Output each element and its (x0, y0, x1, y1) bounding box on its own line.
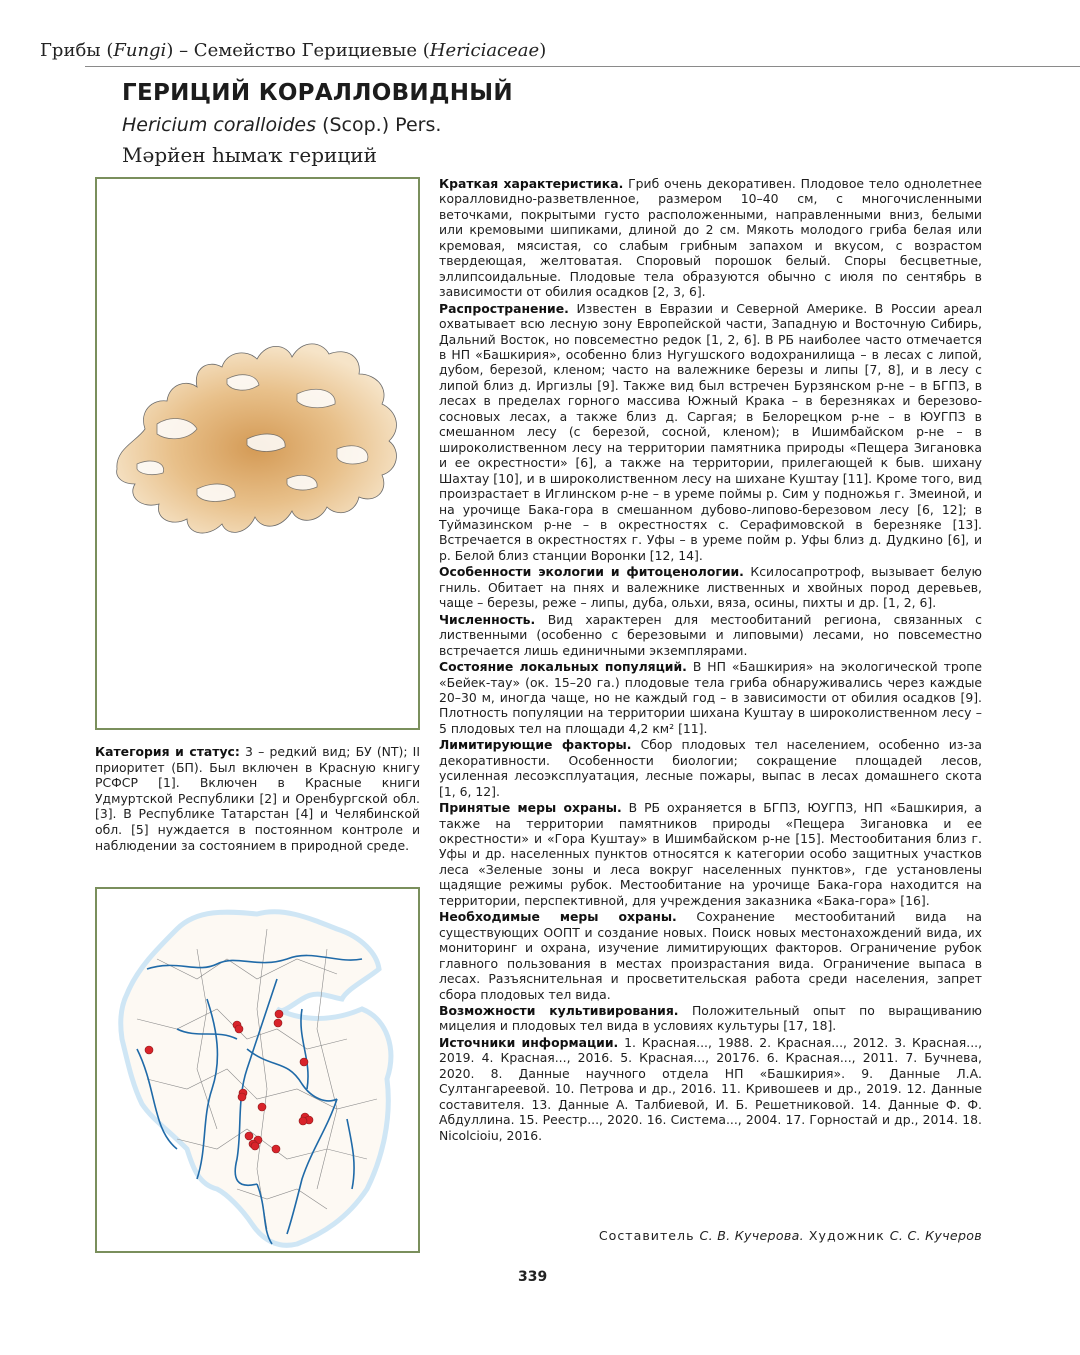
section-text: Сохранение местообитаний вида на существующих ООПТ и создание новых. Поиск новых местонахождений вида, их мониторинг и охрана, изучение лимитирующих факторов. Ограничение рубок главного пользования в местах произрастания вида. Ограничение выпаса в лесах. Разъяснительная и просветительская работа среди населения, запрет сбора плодовых тел вида. (439, 909, 982, 1002)
occurrence-point (251, 1142, 259, 1150)
running-head-text: ) (539, 40, 547, 61)
occurrence-point (245, 1132, 253, 1140)
section-brief-description (439, 176, 982, 300)
occurrence-point (238, 1093, 246, 1101)
occurrence-point (258, 1103, 266, 1111)
latin-binomial: Hericium coralloides (122, 114, 317, 136)
fungus-illustration (97, 179, 418, 728)
section-local-populations (439, 659, 982, 736)
section-protection-taken (439, 800, 982, 908)
species-description (439, 176, 982, 1144)
occurrence-point (299, 1117, 307, 1125)
distribution-map-frame (95, 887, 420, 1253)
distribution-map (97, 889, 418, 1251)
section-ecology (439, 564, 982, 610)
section-distribution (439, 301, 982, 564)
section-cultivation (439, 1003, 982, 1034)
section-heading: Краткая характеристика. (439, 176, 624, 191)
status-heading: Категория и статус: (95, 744, 240, 759)
artist-label: Художник (803, 1228, 890, 1243)
compiler-label: Составитель (598, 1228, 700, 1243)
occurrence-point (235, 1025, 243, 1033)
header-divider (85, 66, 1080, 67)
occurrence-point (274, 1019, 282, 1027)
fungus-body (117, 344, 397, 533)
latin-author: (Scop.) Pers. (316, 114, 442, 136)
occurrence-point (272, 1145, 280, 1153)
section-heading: Лимитирующие факторы. (439, 737, 632, 753)
section-heading: Принятые меры охраны. (439, 800, 622, 816)
section-text: Гриб очень декоративен. Плодовое тело однолетнее коралловидно-разветвленное, размером 10–40 см, с многочисленными веточками, покрытыми густо расположенными, направленными вниз, белыми или кремовыми шипиками, длиной до 2 см. Мякоть молодого гриба белая или кремовая, мясистая, со слабым грибным запахом и вкусом, с возрастом твердеющая, желтоватая. Споровый порошок белый. Споры бесцветные, эллипсоидальные. Плодовые тела образуются обычно с июля по сентябрь в зависимости от обилия осадков [2, 3, 6]. (439, 176, 982, 300)
section-heading: Особенности экологии и фитоценологии. (439, 564, 744, 580)
illustration-frame (95, 177, 420, 730)
occurrence-point (275, 1010, 283, 1018)
page-number: 339 (518, 1269, 548, 1285)
species-bashkir-name: Мәрйен һымаҡ гериций (122, 143, 377, 167)
section-heading: Источники информации. (439, 1034, 619, 1050)
artist-name: С. С. Кучеров (889, 1228, 982, 1243)
section-sources (439, 1035, 982, 1143)
compiler-name: С. В. Кучерова. (699, 1228, 804, 1243)
running-head-text: ) – Семейство Герициевые ( (166, 40, 430, 61)
section-protection-needed (439, 909, 982, 1002)
occurrence-point (145, 1046, 153, 1054)
section-limiting-factors (439, 737, 982, 799)
section-heading: Численность. (439, 611, 536, 627)
section-heading: Распространение. (439, 300, 569, 316)
species-title: ГЕРИЦИЙ КОРАЛЛОВИДНЫЙ (122, 80, 513, 106)
running-head-text: Грибы ( (40, 40, 114, 61)
running-head-kingdom: Fungi (113, 40, 167, 61)
section-heading: Необходимые меры охраны. (439, 909, 677, 925)
section-heading: Возможности культивирования. (439, 1003, 679, 1019)
category-status (95, 744, 420, 853)
section-text: В РБ охраняется в БГПЗ, ЮУГПЗ, НП «Башкирия, а также на территории памятников природы «Пещера Зигановка и ее окрестности» и «Гора Куштау» в Ишимбайском р-не [15]. Местообитания близ г. Уфы и др. населенных пунктов относятся к категории особо защитных участков леса «Зеленые зоны и леса вокруг населенных пунктов», где установлены щадящие режимы рубок. Местообитание на урочище Бака-гора находится на территории, перспективной, для учреждения заказника «Бака-гора» [16]. (439, 800, 982, 908)
running-head-family: Hericiaceae (429, 40, 540, 61)
section-text: Известен в Евразии и Северной Америке. В России ареал охватывает всю лесную зону Европейской части, Западную и Восточную Сибирь, Дальний Восток, но повсеместно редок [1, 2, 6]. В РБ наиболее часто отмечается в НП «Башкирия», особенно близ Нугушского водохранилища – в лесах с липой, дубом, березой, кленом; часто на валежнике березы и липы [7, 8], и в лесу с липой близ д. Иргизлы [9]. Также вид был встречен Бурзянском р-не – в БГПЗ, в лесах в пределах горного массива Южный Крака – в березняках и березово-сосновых лесах, а также близ д. Саргая; в Белорецком р-не – в ЮУГПЗ в смешанном лесу (с березой, сосной, кленом); в Ишимбайском р-не – в широколиственном лесу на территории памятника природы «Пещера Зигановка и ее окрестности» [6], а также на территории, прилегающей к быв. шихану Шахтау [10], и в широколиственном лесу на шихане Куштау [11]. Кроме того, вид произрастает в Иглинском р-не – в уреме поймы р. Сим у подножья г. Змеиной, и на урочище Бака-гора в смешанном дубово-липово-березовом лесу [6, 12]; в Туймазинском р-не – в окрестностях с. Серафимовской в березняке [13]. Встречается в окрестностях г. Уфы – в уреме пойм р. Уфы близ д. Дудкино [6], и р. Белой близ станции Воронки [12, 14]. (439, 300, 982, 563)
section-heading: Состояние локальных популяций. (439, 659, 687, 675)
species-latin-name (122, 114, 441, 136)
credits (439, 1228, 982, 1243)
section-text: Вид характерен для местообитаний региона, связанных с лиственными (особенно с березовыми и липовыми) лесами, но повсеместно встречается лишь единичными экземплярами. (439, 611, 982, 658)
section-text: В НП «Башкирия» на экологической тропе «Бейек-тау» (ок. 15–20 га.) плодовые тела гриба обнаруживались через каждые 20–30 м, иногда чаще, но не каждый год – в зависимости от обилия осадков [9]. Плотность популяции на территории шихана Куштау в широколиственном лесу – 5 плодовых тел на площади 4,2 км² [11]. (439, 659, 982, 736)
status-text: 3 – редкий вид; БУ (NT); II приоритет (БП). Был включен в Красную книгу РСФСР [1]. Включен в Красные книги Удмуртской Республики [2] и Оренбургской обл. [3]. В Республике Татарстан [4] и Челябинской обл. [5] нуждается в постоянном контроле и наблюдении за состоянием в природной среде. (95, 744, 420, 853)
section-text: Ксилосапротроф, вызывает белую гниль. Обитает на пнях и валежнике лиственных и хвойных пород деревьев, чаще – березы, реже – липы, дуба, ольхи, вяза, осины, пихты и др. [1, 2, 6]. (439, 564, 982, 611)
section-text: Положительный опыт по выращиванию мицелия и плодовых тел вида в условиях культуры [17, 18]. (439, 1003, 982, 1034)
section-text: Сбор плодовых тел населением, особенно из-за декоративности. Особенности биологии; сокращение площадей лесов, усиленная лесоэксплуатация, лесные пожары, выпас в лесах домашнего скота [1, 6, 12]. (439, 737, 982, 799)
section-abundance (439, 612, 982, 658)
occurrence-point (300, 1058, 308, 1066)
running-head (40, 40, 1080, 61)
section-text: 1. Красная..., 1988. 2. Красная..., 2012. 3. Красная..., 2019. 4. Красная..., 2016. 5. Красная..., 20176. 6. Красная..., 2011. 7. Бучнева, 2020. 8. Данные научного отдела НП «Башкирия». 9. Данные Л.А. Султангареевой. 10. Петрова и др., 2016. 11. Кривошеев и др., 2019. 12. Данные составителя. 13. Данные А. Талбиевой, И. Б. Решетниковой. 14. Данные Ф. Ф. Абдуллина. 15. Реестр..., 2020. 16. Система..., 2004. 17. Горностай и др., 2014. 18. Nicolcioiu, 2016. (439, 1034, 983, 1143)
